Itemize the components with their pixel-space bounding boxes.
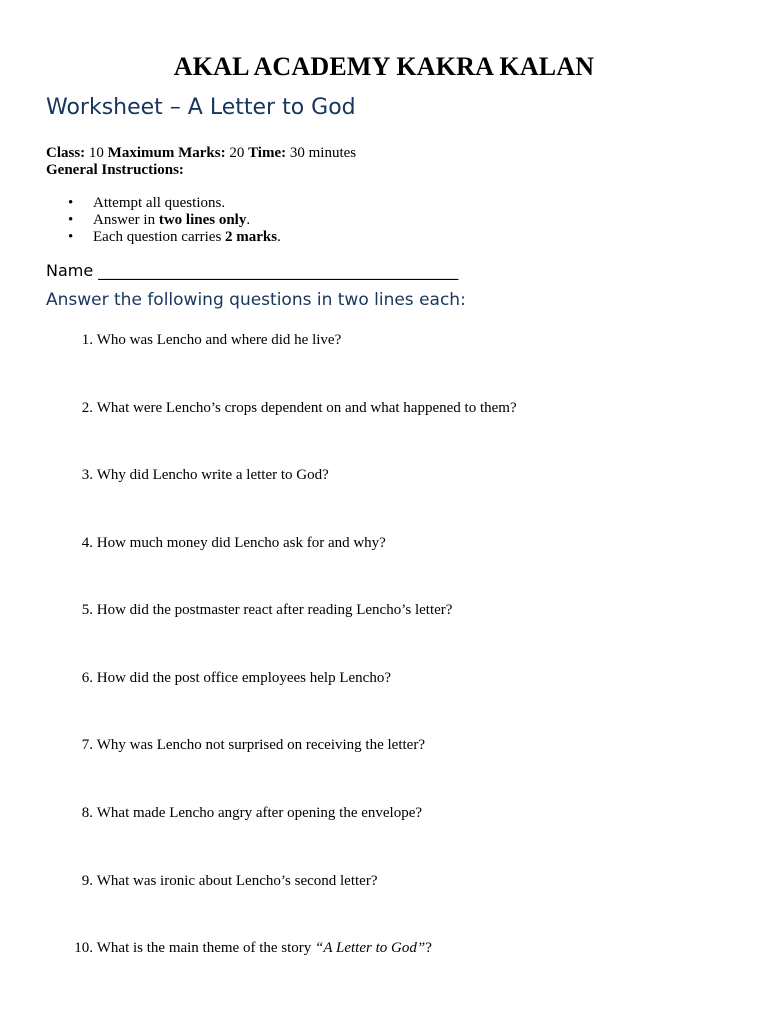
question-text: Why was Lencho not surprised on receiving the letter? [96, 737, 425, 753]
instructions-list [46, 195, 281, 246]
instruction-emphasis: 2 marks [225, 229, 278, 245]
question-number: 7. [81, 737, 93, 753]
question-text: What were Lencho’s crops dependent on and what happened to them? [96, 400, 517, 416]
question-item [60, 400, 517, 417]
question-number: 6. [81, 670, 93, 686]
question-text: Who was Lencho and where did he live? [96, 332, 342, 348]
question-number: 10. [74, 940, 93, 956]
instruction-text: Answer in [93, 212, 159, 228]
question-number: 5. [81, 602, 93, 618]
marks-label: Maximum Marks: [107, 145, 226, 161]
meta-line [46, 145, 356, 162]
question-number: 4. [81, 535, 93, 551]
question-number: 2. [81, 400, 93, 416]
bullet-icon: • [68, 195, 74, 211]
name-field[interactable]: Name _____________________________________________ [46, 261, 459, 280]
question-item [60, 805, 422, 822]
question-item [60, 602, 452, 619]
instruction-emphasis: two lines only [158, 212, 247, 228]
question-text: What was ironic about Lencho’s second letter? [96, 873, 378, 889]
question-item [60, 332, 341, 349]
question-text [97, 940, 432, 957]
instructions-heading [46, 162, 356, 179]
time-label: Time: [248, 145, 287, 161]
question-item [60, 670, 391, 687]
school-name: AKAL ACADEMY KAKRA KALAN [173, 52, 595, 81]
question-text-part: ? [425, 940, 432, 956]
question-item [60, 535, 386, 552]
marks-value: 20 [225, 145, 249, 161]
question-text: How did the post office employees help Lencho? [96, 670, 391, 686]
question-number: 3. [81, 467, 93, 483]
question-text: How much money did Lencho ask for and why? [96, 535, 386, 551]
question-number: 8. [81, 805, 93, 821]
bullet-icon: • [68, 212, 74, 228]
question-item [60, 467, 329, 484]
class-label: Class: [46, 145, 86, 161]
question-item [60, 873, 377, 890]
question-text: How did the postmaster react after reading Lencho’s letter? [96, 602, 453, 618]
question-item [60, 737, 425, 754]
bullet-icon: • [68, 229, 74, 245]
question-number: 9. [81, 873, 93, 889]
instruction-text: . [277, 229, 281, 245]
instruction-item [46, 229, 281, 246]
question-text: What made Lencho angry after opening the envelope? [96, 805, 423, 821]
class-value: 10 [85, 145, 108, 161]
instruction-text: Each question carries [93, 229, 226, 245]
question-item [60, 940, 432, 957]
instructions-label: General Instructions: [46, 162, 184, 178]
question-text: Why did Lencho write a letter to God? [96, 467, 329, 483]
time-value: 30 minutes [286, 145, 357, 161]
question-text-part: What is the main theme of the story [96, 940, 316, 956]
question-number: 1. [81, 332, 93, 348]
instruction-text: Attempt all questions. [93, 195, 226, 211]
worksheet-meta [46, 145, 356, 179]
section-heading: Answer the following questions in two lines each: [46, 290, 466, 310]
instruction-item [46, 195, 281, 212]
worksheet-title: Worksheet – A Letter to God [46, 95, 356, 120]
instruction-item [46, 212, 281, 229]
story-title: “A Letter to God” [315, 940, 426, 956]
instruction-text: . [246, 212, 251, 228]
